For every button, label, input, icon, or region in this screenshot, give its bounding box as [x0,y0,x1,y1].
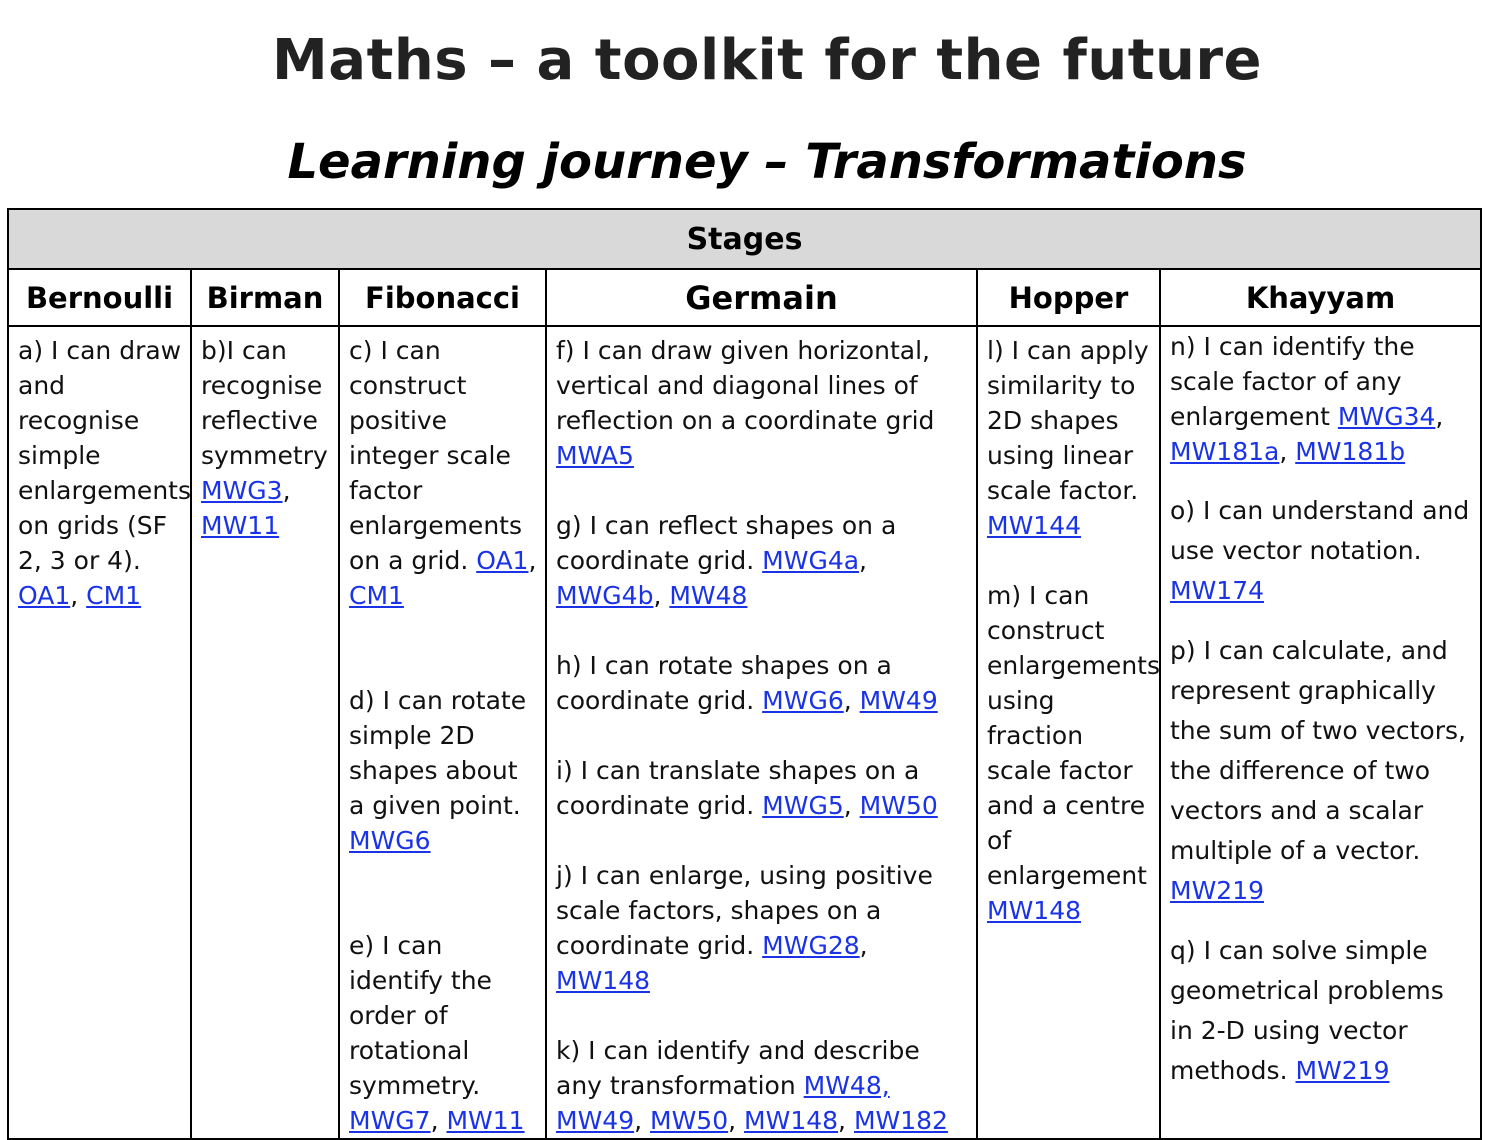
link-MW148[interactable]: MW148 [987,896,1082,925]
objective-p [1170,631,1472,911]
link-MW182[interactable]: MW182 [853,1106,948,1135]
link-MWG34[interactable]: MWG34 [1337,402,1436,431]
objective-b-text: b)I can recognise reflective symmetry [201,336,328,470]
objective-i: i) I can translate shapes on a coordinate grid. MWG5, MW50 [556,756,938,820]
column-header-birman: Birman [191,269,339,326]
stage-cell-khayyam [1160,326,1481,1139]
objective-q-text: q) I can solve simple geometrical problems in 2-D using vector methods. [1170,936,1444,1085]
link-CM1[interactable]: CM1 [349,581,404,610]
link-MW48[interactable]: MW48 [669,581,748,610]
objective-i-text: i) I can translate shapes on a coordinate grid. [556,756,920,820]
stage-cell-birman [191,326,339,1139]
page-title: Maths – a toolkit for the future [272,28,1262,93]
objective-o [1170,491,1472,611]
objective-f-text: f) I can draw given horizontal, vertical and diagonal lines of reflection on a coordinate grid [556,336,935,435]
link-MWG7[interactable]: MWG7 [349,1106,431,1135]
column-header-hopper: Hopper [977,269,1160,326]
objective-l-text: l) I can apply similarity to 2D shapes using linear scale factor. [987,336,1149,505]
objective-j: j) I can enlarge, using positive scale factors, shapes on a coordinate grid. MWG28, MW148 [556,861,933,995]
objective-e: e) I can identify the order of rotational symmetry. MWG7, MW11 [349,931,525,1135]
link-CM1[interactable]: CM1 [86,581,142,610]
link-MW148[interactable]: MW148 [556,966,651,995]
objective-f [556,333,968,473]
link-MWG28[interactable]: MWG28 [762,931,860,960]
objective-g: g) I can reflect shapes on a coordinate grid. MWG4a, MWG4b, MW48 [556,511,897,610]
link-MWA5[interactable]: MWA5 [556,441,634,470]
link-MW50[interactable]: MW50 [859,791,938,820]
link-MWG6[interactable]: MWG6 [349,826,431,855]
link-OA1[interactable]: OA1 [18,581,71,610]
link-MW148[interactable]: MW148 [744,1106,839,1135]
objective-q [1170,931,1472,1091]
link-MW181b[interactable]: MW181b [1295,437,1406,466]
objective-k-text: k) I can identify and describe any transformation [556,1036,920,1100]
link-MWG5[interactable]: MWG5 [762,791,844,820]
objective-l [987,333,1151,543]
objective-c: c) I can construct positive integer scale factor enlargements on a grid. OA1, CM1 [349,336,537,610]
objective-h-text: h) I can rotate shapes on a coordinate grid. [556,651,892,715]
objective-o-text: o) I can understand and use vector notation. [1170,496,1470,565]
link-MW181a[interactable]: MW181a [1170,437,1280,466]
stages-header: Stages [8,209,1481,269]
column-header-bernoulli: Bernoulli [8,269,191,326]
objective-n-text: n) I can identify the scale factor of any enlargement [1170,332,1415,431]
link-MWG3[interactable]: MWG3 [201,476,283,505]
stage-cell-hopper [977,326,1160,1139]
column-header-fibonacci: Fibonacci [339,269,546,326]
objective-a-text: a) I can draw and recognise simple enlargements on grids (SF 2, 3 or 4). [18,336,191,575]
column-header-khayyam: Khayyam [1160,269,1481,326]
stage-cell-fibonacci [339,326,546,1139]
link-MW174[interactable]: MW174 [1170,576,1265,605]
objective-d-text: d) I can rotate simple 2D shapes about a given point. [349,686,527,820]
link-MW219[interactable]: MW219 [1295,1056,1390,1085]
link-MW144[interactable]: MW144 [987,511,1082,540]
objective-e-text: e) I can identify the order of rotational symmetry. [349,931,492,1100]
objective-p-text: p) I can calculate, and represent graphically the sum of two vectors, the difference of two vectors and a scalar multiple of a vector. [1170,636,1466,865]
link-MW11[interactable]: MW11 [446,1106,525,1135]
link-MWG4a[interactable]: MWG4a [762,546,860,575]
objective-m-text: m) I can construct enlargements using fraction scale factor and a centre of enlargement [987,581,1160,890]
objective-h: h) I can rotate shapes on a coordinate grid. MWG6, MW49 [556,651,938,715]
stage-cell-bernoulli [8,326,191,1139]
objective-j-text: j) I can enlarge, using positive scale factors, shapes on a coordinate grid. [556,861,933,960]
objective-n: n) I can identify the scale factor of any enlargement MWG34, MW181a, MW181b [1170,332,1444,466]
link-MWG6[interactable]: MWG6 [762,686,844,715]
link-MW50[interactable]: MW50 [650,1106,729,1135]
link-MWG4b[interactable]: MWG4b [556,581,654,610]
stage-cell-germain [546,326,977,1139]
link-OA1[interactable]: OA1 [476,546,529,575]
objective-d [349,683,537,858]
page-subtitle: Learning journey – Transformations [287,134,1247,190]
link-MW219[interactable]: MW219 [1170,876,1265,905]
link-MW11[interactable]: MW11 [201,511,280,540]
objective-k: k) I can identify and describe any transformation MW48, MW49, MW50, MW148, MW182 [556,1036,948,1135]
objective-a: a) I can draw and recognise simple enlargements on grids (SF 2, 3 or 4). OA1, CM1 [18,336,191,610]
objective-g-text: g) I can reflect shapes on a coordinate grid. [556,511,897,575]
objective-m [987,578,1160,928]
objective-c-text: c) I can construct positive integer scale factor enlargements on a grid. [349,336,522,575]
link-MW48-MW49[interactable]: MW48, MW49 [556,1071,890,1135]
objective-b: b)I can recognise reflective symmetry MWG3, MW11 [201,336,328,540]
link-MW49[interactable]: MW49 [859,686,938,715]
column-header-germain: Germain [546,269,977,326]
learning-journey-table [7,208,1482,1140]
